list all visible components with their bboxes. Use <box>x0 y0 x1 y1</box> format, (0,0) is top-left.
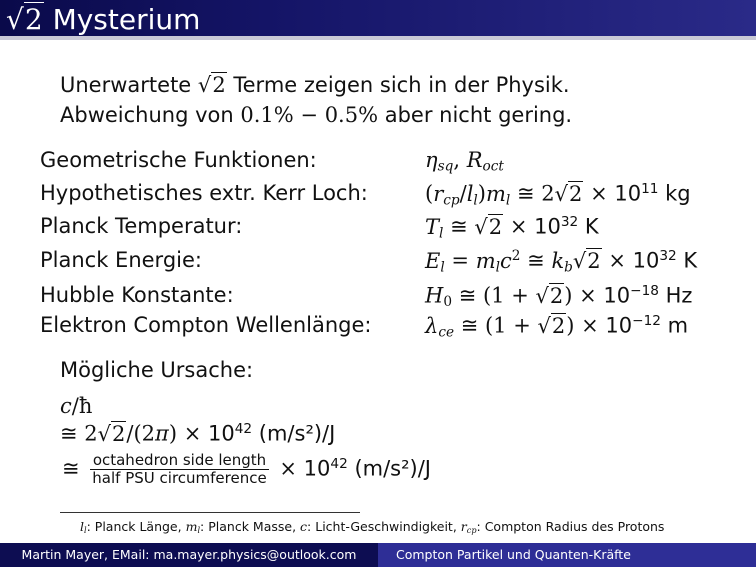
cause-eq-1: c/ħ <box>60 394 93 418</box>
cause-fraction <box>90 452 268 487</box>
cause-unit-2: (m/s²)/J <box>354 456 431 481</box>
label-compton: Elektron Compton Wellenlänge: <box>40 313 372 337</box>
cause-unit-1: (m/s²)/J <box>258 421 336 446</box>
title-shadow <box>0 36 756 40</box>
slide-title <box>6 3 200 36</box>
intro-l1-post: Terme zeigen sich in der Physik. <box>233 73 570 97</box>
unit-kerr: kg <box>665 181 691 206</box>
cause-eq-2: ≅ $2√2/(2\pi) \times 10^{42}$ (m/s²)/J <box>60 421 336 446</box>
fraction-denominator: half PSU circumference <box>92 469 267 487</box>
footer-title-box <box>378 543 756 567</box>
eq-kerr: $(r_{cp}/l_l)m_l$ ≅ $2√2 \times 10^{11}$ kg <box>425 181 691 208</box>
row-geometric <box>40 148 740 178</box>
label-hubble: Hubble Konstante: <box>40 283 234 307</box>
footer-title: Compton Partikel und Quanten-Kräfte <box>396 547 631 562</box>
intro-l2-post: aber nicht gering. <box>384 103 573 127</box>
eq-planck-energy: $E_l = m_lc^2$ ≅ $k_b√2 \times 10^{32}$ K <box>425 248 698 275</box>
footnote-d: : Compton Radius des Protons <box>476 519 665 534</box>
title-radicand: 2 <box>24 3 43 36</box>
label-geometric: Geometrische Funktionen: <box>40 148 317 172</box>
eq-hubble: $H_0$ ≅ $(1 + √2) \times 10^{-18}$ Hz <box>425 283 693 310</box>
cause-eq-3: ≅ $\frac{\text{octahedron side length}}{\text{half PSU circumference}}$ × $10^{42}$ (m/s²)/J <box>62 451 431 487</box>
footer-author: Martin Mayer, EMail: ma.mayer.physics@outlook.com <box>0 543 378 567</box>
row-hubble <box>40 283 740 313</box>
intro-deviation: 0.1% − 0.5% <box>240 103 379 127</box>
intro-line-2 <box>60 103 572 127</box>
unit-planck-temp: K <box>584 214 599 239</box>
unit-compton: m <box>667 313 689 338</box>
footnote-b: : Planck Masse, <box>200 519 297 534</box>
intro-radicand: 2 <box>212 73 226 97</box>
title-text: Mysterium <box>52 3 201 36</box>
footnote: $l_l$: Planck Länge, $m_l$: Planck Masse, c: Licht-Geschwindigkeit, $r_{cp}$: Compton Radius des Protons <box>80 519 665 536</box>
eq-compton: $\lambda_{ce}$ ≅ $(1 + √2) \times 10^{-12}$ m <box>425 313 689 340</box>
intro-sqrt: √2 <box>197 73 226 97</box>
footnote-c: : Licht-Geschwindigkeit, <box>307 519 457 534</box>
intro-line-1 <box>60 73 570 97</box>
row-kerr <box>40 181 740 211</box>
intro-l2-pre: Abweichung von <box>60 103 234 127</box>
eq-geometric: $\eta_{sq}$, $R_{oct}$ <box>425 148 504 175</box>
label-planck-energy: Planck Energie: <box>40 248 202 272</box>
fraction-numerator: octahedron side length <box>90 452 268 470</box>
title-sqrt: √2 <box>6 3 43 36</box>
row-planck-energy <box>40 248 740 278</box>
label-kerr: Hypothetisches extr. Kerr Loch: <box>40 181 368 205</box>
footer-bar <box>0 543 756 567</box>
footnote-rule <box>60 512 360 513</box>
unit-hubble: Hz <box>665 283 693 308</box>
row-planck-temp <box>40 214 740 244</box>
label-planck-temp: Planck Temperatur: <box>40 214 243 238</box>
cause-heading: Mögliche Ursache: <box>60 358 254 382</box>
footnote-a: : Planck Länge, <box>86 519 182 534</box>
unit-planck-energy: K <box>683 248 698 273</box>
eq-planck-temp: $T_l$ ≅ $√2 \times 10^{32}$ K <box>425 214 599 241</box>
intro-l1-pre: Unerwartete <box>60 73 192 97</box>
title-bar <box>0 0 756 40</box>
row-compton <box>40 313 740 343</box>
